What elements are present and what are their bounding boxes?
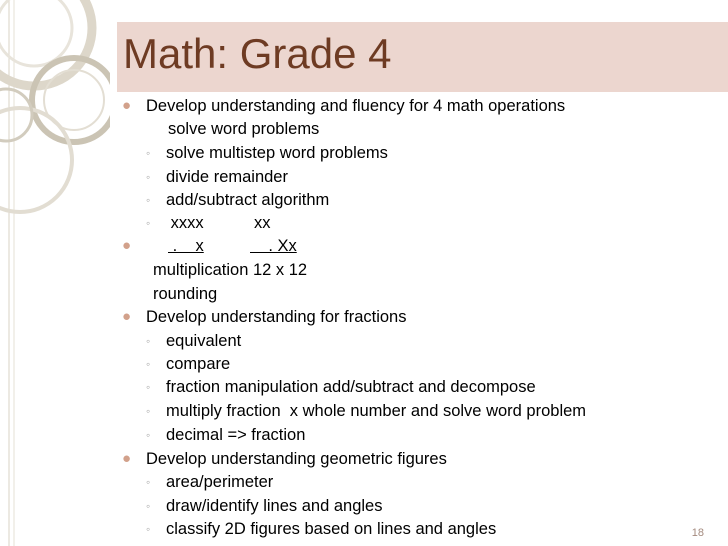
sub-bullet-icon: ◦ <box>146 380 151 394</box>
list-item: xxxx xx <box>166 214 271 232</box>
list-item: fraction manipulation add/subtract and decompose <box>166 378 536 396</box>
sub-bullet-icon: ◦ <box>146 357 151 371</box>
list-item: equivalent <box>166 332 242 350</box>
list-item: divide remainder <box>166 168 288 186</box>
sub-bullet-icon: ◦ <box>146 522 151 536</box>
list-item-part: . Xx <box>250 237 297 255</box>
list-item: Develop understanding and fluency for 4 math operations <box>146 97 566 115</box>
list-item: draw/identify lines and angles <box>166 497 383 515</box>
list-item: add/subtract algorithm <box>166 191 330 209</box>
page-number: 18 <box>691 527 704 539</box>
decorative-circles <box>0 0 110 546</box>
bullet-icon: ● <box>122 450 132 467</box>
sub-bullet-icon: ◦ <box>146 404 151 418</box>
list-item-part: . x <box>168 237 204 255</box>
sub-bullet-icon: ◦ <box>146 146 151 160</box>
list-item: solve word problems <box>168 120 320 138</box>
list-item: area/perimeter <box>166 473 274 491</box>
list-item: rounding <box>153 285 218 303</box>
sub-bullet-icon: ◦ <box>146 428 151 442</box>
list-item: solve multistep word problems <box>166 144 388 162</box>
sub-bullet-icon: ◦ <box>146 193 151 207</box>
bullet-icon: ● <box>122 97 132 114</box>
sub-bullet-icon: ◦ <box>146 216 151 230</box>
sub-bullet-icon: ◦ <box>146 334 151 348</box>
list-item: multiplication 12 x 12 <box>153 261 308 279</box>
bullet-icon: ● <box>122 308 132 325</box>
sub-bullet-icon: ◦ <box>146 499 151 513</box>
list-item: decimal => fraction <box>166 426 306 444</box>
list-item: Develop understanding for fractions <box>146 308 407 326</box>
list-item: Develop understanding geometric figures <box>146 450 447 468</box>
list-item: compare <box>166 355 231 373</box>
sub-bullet-icon: ◦ <box>146 170 151 184</box>
list-item: multiply fraction x whole number and solve word problem <box>166 402 587 420</box>
sub-bullet-icon: ◦ <box>146 475 151 489</box>
list-item: classify 2D figures based on lines and angles <box>166 520 497 538</box>
slide-title: Math: Grade 4 <box>123 30 392 77</box>
bullet-icon: ● <box>122 237 132 254</box>
